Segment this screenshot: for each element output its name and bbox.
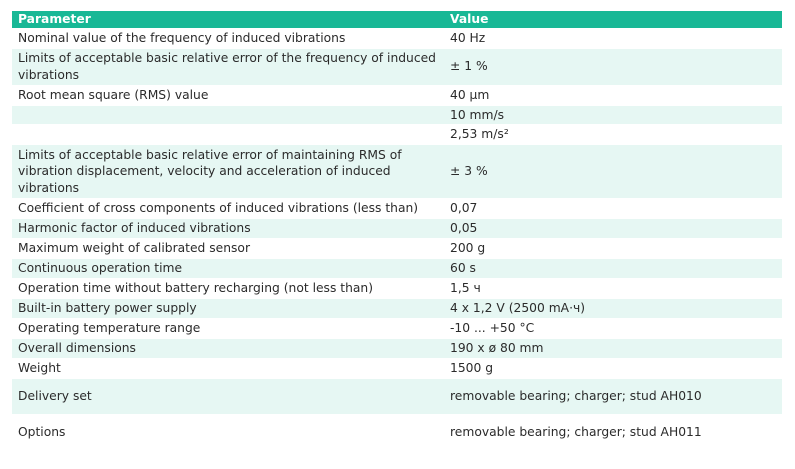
table-header-row	[12, 11, 782, 29]
value-cell: 1500 g	[444, 359, 782, 379]
parameter-cell: Overall dimensions	[12, 339, 444, 359]
parameter-cell: Operation time without battery recharging (not less than)	[12, 279, 444, 299]
table-row	[12, 125, 782, 145]
value-cell: removable bearing; charger; stud AH010	[444, 379, 782, 415]
value-cell: -10 ... +50 °C	[444, 319, 782, 339]
parameter-cell: Limits of acceptable basic relative error of maintaining RMS of vibration displacement, velocity and acceleration of induced vibrations	[12, 145, 444, 199]
value-cell: 1,5 ч	[444, 279, 782, 299]
parameter-cell: Built-in battery power supply	[12, 299, 444, 319]
table-row	[12, 85, 782, 105]
parameter-cell	[12, 125, 444, 145]
value-cell: ± 3 %	[444, 145, 782, 199]
column-header-value: Value	[444, 11, 782, 29]
table-row	[12, 359, 782, 379]
value-cell: 4 x 1,2 V (2500 mA·ч)	[444, 299, 782, 319]
value-cell: 190 x ø 80 mm	[444, 339, 782, 359]
table-row	[12, 29, 782, 49]
specifications-table	[12, 11, 782, 451]
value-cell: 40 µm	[444, 85, 782, 105]
value-cell: ± 1 %	[444, 49, 782, 86]
parameter-cell: Coefficient of cross components of induced vibrations (less than)	[12, 199, 444, 219]
parameter-cell: Root mean square (RMS) value	[12, 85, 444, 105]
table-row	[12, 299, 782, 319]
value-cell: 10 mm/s	[444, 105, 782, 125]
value-cell: removable bearing; charger; stud AH011	[444, 415, 782, 451]
table-row	[12, 259, 782, 279]
parameter-cell: Harmonic factor of induced vibrations	[12, 219, 444, 239]
table-row	[12, 379, 782, 415]
parameter-cell	[12, 105, 444, 125]
value-cell: 40 Hz	[444, 29, 782, 49]
table-row	[12, 49, 782, 86]
parameter-cell: Continuous operation time	[12, 259, 444, 279]
parameter-cell: Options	[12, 415, 444, 451]
value-cell: 0,05	[444, 219, 782, 239]
parameter-cell: Operating temperature range	[12, 319, 444, 339]
table-row	[12, 239, 782, 259]
parameter-cell: Weight	[12, 359, 444, 379]
parameter-cell: Maximum weight of calibrated sensor	[12, 239, 444, 259]
column-header-parameter: Parameter	[12, 11, 444, 29]
table-row	[12, 415, 782, 451]
table-body	[12, 29, 782, 451]
value-cell: 200 g	[444, 239, 782, 259]
table-row	[12, 219, 782, 239]
parameter-cell: Nominal value of the frequency of induced vibrations	[12, 29, 444, 49]
parameter-cell: Delivery set	[12, 379, 444, 415]
table-row	[12, 279, 782, 299]
table-row	[12, 339, 782, 359]
table-row	[12, 199, 782, 219]
value-cell: 60 s	[444, 259, 782, 279]
table-row	[12, 319, 782, 339]
value-cell: 2,53 m/s²	[444, 125, 782, 145]
table-row	[12, 145, 782, 199]
value-cell: 0,07	[444, 199, 782, 219]
parameter-cell: Limits of acceptable basic relative error of the frequency of induced vibrations	[12, 49, 444, 86]
table-row	[12, 105, 782, 125]
